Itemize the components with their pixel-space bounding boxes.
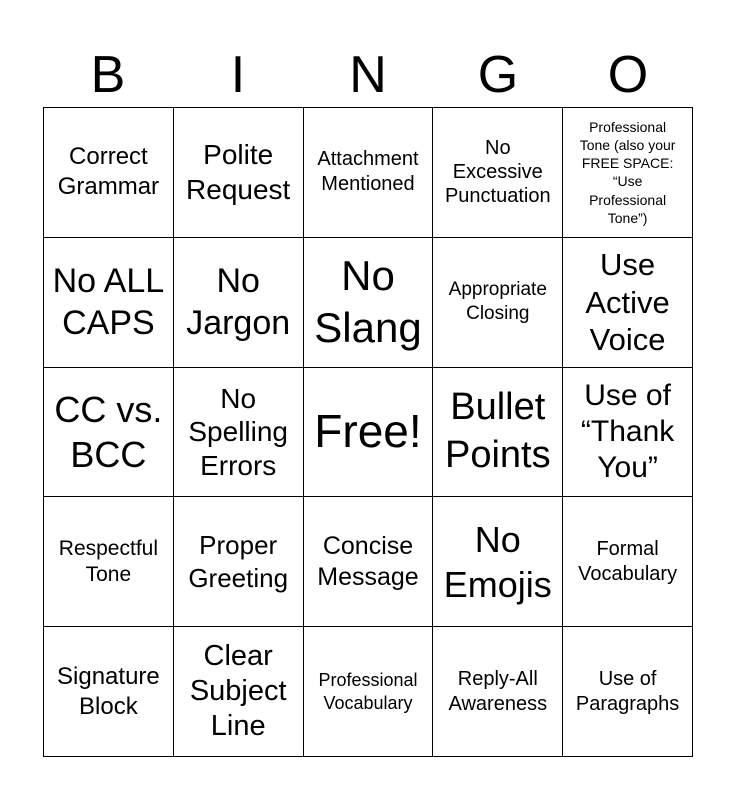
header-letter-b: B bbox=[90, 46, 126, 104]
header-letter-n: N bbox=[349, 46, 387, 104]
bingo-cell-text: Formal Vocabulary bbox=[578, 537, 678, 585]
bingo-cell-g5[interactable] bbox=[433, 627, 563, 757]
bingo-header bbox=[43, 44, 693, 106]
bingo-cell-text: Concise Message bbox=[317, 531, 419, 591]
bingo-cell-n3[interactable] bbox=[304, 368, 434, 498]
bingo-cell-text: Use of Paragraphs bbox=[575, 667, 680, 715]
bingo-cell-i5[interactable] bbox=[174, 627, 304, 757]
header-letter-g: G bbox=[477, 46, 519, 104]
bingo-cell-text: Signature Block bbox=[57, 662, 160, 720]
bingo-cell-n4[interactable] bbox=[304, 497, 434, 627]
bingo-cell-n1[interactable] bbox=[304, 108, 434, 238]
bingo-cell-g4[interactable] bbox=[433, 497, 563, 627]
bingo-cell-text: No Spelling Errors bbox=[188, 382, 289, 481]
bingo-cell-g1[interactable] bbox=[433, 108, 563, 238]
bingo-cell-text: Use of “Thank You” bbox=[580, 378, 675, 484]
bingo-cell-text: Attachment Mentioned bbox=[317, 148, 419, 196]
bingo-cell-text: Professional Tone (also your FREE SPACE: “Use Professional Tone”) bbox=[579, 118, 676, 226]
bingo-cell-text: Polite Request bbox=[186, 139, 291, 206]
bingo-cell-text: No ALL CAPS bbox=[52, 261, 165, 343]
bingo-cell-text: Appropriate Closing bbox=[448, 279, 547, 325]
bingo-cell-text: No Excessive Punctuation bbox=[444, 137, 551, 208]
bingo-cell-b5[interactable] bbox=[44, 627, 174, 757]
bingo-cell-b2[interactable] bbox=[44, 238, 174, 368]
bingo-cell-i2[interactable] bbox=[174, 238, 304, 368]
bingo-cell-o2[interactable] bbox=[563, 238, 693, 368]
header-letter-i: I bbox=[230, 46, 246, 104]
bingo-card-grid bbox=[43, 107, 693, 757]
bingo-cell-text: Reply-All Awareness bbox=[448, 667, 548, 715]
bingo-cell-b3[interactable] bbox=[44, 368, 174, 498]
bingo-cell-g2[interactable] bbox=[433, 238, 563, 368]
bingo-cell-text: No Jargon bbox=[186, 261, 291, 343]
bingo-cell-text: Clear Subject Line bbox=[189, 640, 287, 742]
bingo-cell-text: Free! bbox=[314, 405, 422, 458]
bingo-cell-o3[interactable] bbox=[563, 368, 693, 498]
bingo-cell-o1[interactable] bbox=[563, 108, 693, 238]
header-letter-o: O bbox=[607, 46, 649, 104]
bingo-cell-n5[interactable] bbox=[304, 627, 434, 757]
bingo-cell-text: Professional Vocabulary bbox=[318, 670, 418, 713]
bingo-cell-text: Proper Greeting bbox=[188, 530, 289, 593]
bingo-cell-i4[interactable] bbox=[174, 497, 304, 627]
bingo-cell-o5[interactable] bbox=[563, 627, 693, 757]
bingo-cell-text: Bullet Points bbox=[444, 386, 551, 476]
bingo-cell-b4[interactable] bbox=[44, 497, 174, 627]
bingo-cell-i3[interactable] bbox=[174, 368, 304, 498]
bingo-cell-n2[interactable] bbox=[304, 238, 434, 368]
bingo-cell-text: Respectful Tone bbox=[58, 536, 158, 586]
bingo-cell-text: Use Active Voice bbox=[585, 247, 670, 357]
bingo-cell-text: Correct Grammar bbox=[57, 143, 160, 201]
bingo-cell-text: No Emojis bbox=[443, 518, 552, 605]
bingo-cell-text: No Slang bbox=[314, 251, 422, 352]
bingo-cell-g3[interactable] bbox=[433, 368, 563, 498]
bingo-cell-o4[interactable] bbox=[563, 497, 693, 627]
bingo-cell-i1[interactable] bbox=[174, 108, 304, 238]
bingo-cell-text: CC vs. BCC bbox=[54, 388, 163, 475]
bingo-cell-b1[interactable] bbox=[44, 108, 174, 238]
